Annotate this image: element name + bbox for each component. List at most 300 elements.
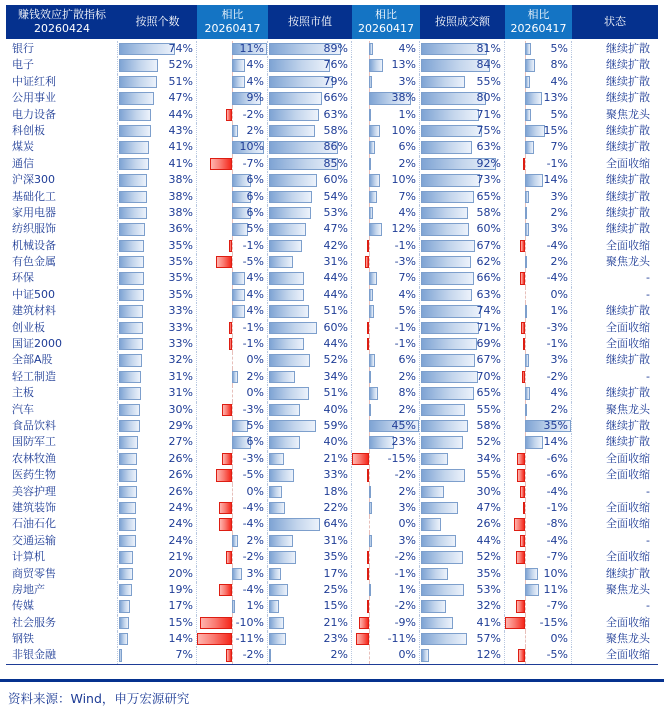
- cell-value: 34%: [323, 369, 348, 383]
- row-label: 科创板: [6, 123, 118, 139]
- status-cell: 聚焦龙头: [606, 107, 650, 121]
- cell-value: 10%: [391, 123, 416, 137]
- percent-cell: [118, 533, 197, 549]
- header-title: [6, 5, 118, 39]
- row-label: 煤炭: [6, 139, 118, 155]
- cell-value: 13%: [391, 58, 416, 72]
- cell-value: -1%: [546, 156, 568, 170]
- cell-value: -7%: [242, 156, 264, 170]
- percent-cell: [268, 123, 352, 139]
- cell-value: 38%: [168, 205, 193, 219]
- cell-value: 4%: [246, 271, 264, 285]
- percent-cell: [268, 451, 352, 467]
- table-row: [6, 90, 658, 106]
- cell-value: -2%: [242, 550, 264, 564]
- row-label: 非银金融: [6, 647, 118, 663]
- cell-value: -4%: [546, 238, 568, 252]
- cell-value: 2%: [398, 484, 416, 498]
- cell-value: 41%: [168, 156, 193, 170]
- status-cell: 全面收缩: [606, 337, 650, 351]
- cell-value: 58%: [476, 418, 501, 432]
- change-cell: [197, 90, 268, 106]
- change-cell: [505, 189, 572, 205]
- change-cell: [352, 369, 420, 385]
- cell-value: 26%: [168, 451, 193, 465]
- cell-value: 65%: [476, 189, 501, 203]
- percent-cell: [118, 500, 197, 516]
- row-label: 美容护理: [6, 484, 118, 500]
- change-cell: [197, 156, 268, 172]
- change-cell: [505, 615, 572, 631]
- cell-value: 6%: [398, 140, 416, 154]
- cell-value: 60%: [476, 222, 501, 236]
- change-cell: [352, 172, 420, 188]
- change-cell: [197, 320, 268, 336]
- cell-value: 55%: [476, 402, 501, 416]
- cell-value: 1%: [550, 304, 568, 318]
- change-cell: [505, 57, 572, 73]
- cell-value: 52%: [323, 353, 348, 367]
- cell-value: 26%: [168, 484, 193, 498]
- table-row: [6, 631, 658, 647]
- change-cell: [505, 74, 572, 90]
- row-label: 沪深300: [6, 172, 118, 188]
- cell-value: 63%: [323, 107, 348, 121]
- percent-cell: [118, 57, 197, 73]
- change-cell: [197, 598, 268, 614]
- change-cell: [197, 352, 268, 368]
- status-cell: 继续扩散: [606, 74, 650, 88]
- change-cell: [197, 418, 268, 434]
- change-cell: [352, 320, 420, 336]
- divider-line: [0, 679, 664, 682]
- change-cell: [352, 90, 420, 106]
- cell-value: 32%: [476, 599, 501, 613]
- row-label: 国防军工: [6, 434, 118, 450]
- cell-value: 3%: [398, 500, 416, 514]
- change-cell: [505, 205, 572, 221]
- change-cell: [505, 402, 572, 418]
- cell-value: 70%: [476, 369, 501, 383]
- cell-value: 2%: [398, 402, 416, 416]
- cell-value: 2%: [398, 369, 416, 383]
- cell-value: -7%: [546, 599, 568, 613]
- cell-value: 21%: [168, 550, 193, 564]
- percent-cell: [118, 516, 197, 532]
- percent-cell: [268, 205, 352, 221]
- status-cell: 全面收缩: [606, 615, 650, 629]
- percent-cell: [268, 320, 352, 336]
- percent-cell: [118, 615, 197, 631]
- status-cell: 全面收缩: [606, 320, 650, 334]
- change-cell: [352, 549, 420, 565]
- row-label: 食品饮料: [6, 418, 118, 434]
- change-cell: [505, 238, 572, 254]
- cell-value: 5%: [550, 42, 568, 55]
- cell-value: 86%: [323, 140, 348, 154]
- cell-value: -2%: [394, 550, 416, 564]
- change-cell: [352, 74, 420, 90]
- cell-value: 64%: [323, 517, 348, 531]
- change-cell: [505, 336, 572, 352]
- cell-value: 69%: [476, 337, 501, 351]
- status-cell: 全面收缩: [606, 156, 650, 170]
- change-cell: [352, 451, 420, 467]
- change-cell: [352, 418, 420, 434]
- table-row: [6, 74, 658, 90]
- cell-value: 0%: [398, 517, 416, 531]
- table-row: [6, 549, 658, 565]
- row-label: 石油石化: [6, 516, 118, 532]
- cell-value: -5%: [546, 648, 568, 662]
- row-label: 基础化工: [6, 189, 118, 205]
- cell-value: 89%: [323, 42, 348, 55]
- table-row: [6, 107, 658, 123]
- percent-cell: [420, 647, 505, 663]
- percent-cell: [268, 287, 352, 303]
- cell-value: 58%: [476, 205, 501, 219]
- change-cell: [505, 156, 572, 172]
- cell-value: 35%: [168, 255, 193, 269]
- percent-cell: [118, 205, 197, 221]
- cell-value: 53%: [323, 205, 348, 219]
- cell-value: -1%: [394, 320, 416, 334]
- change-cell: [197, 533, 268, 549]
- percent-cell: [420, 615, 505, 631]
- percent-cell: [118, 254, 197, 270]
- percent-cell: [420, 582, 505, 598]
- cell-value: 30%: [168, 402, 193, 416]
- row-label: 钢铁: [6, 631, 118, 647]
- table-row: [6, 533, 658, 549]
- row-label: 通信: [6, 156, 118, 172]
- change-cell: [197, 123, 268, 139]
- percent-cell: [118, 303, 197, 319]
- cell-value: 2%: [246, 533, 264, 547]
- cell-value: 42%: [323, 238, 348, 252]
- percent-cell: [118, 484, 197, 500]
- change-cell: [197, 385, 268, 401]
- cell-value: 14%: [543, 435, 568, 449]
- change-cell: [505, 631, 572, 647]
- status-cell: 全面收缩: [606, 550, 650, 564]
- percent-cell: [420, 41, 505, 57]
- cell-value: 71%: [476, 320, 501, 334]
- change-cell: [505, 320, 572, 336]
- cell-value: 1%: [398, 582, 416, 596]
- change-cell: [505, 107, 572, 123]
- cell-value: 1%: [246, 599, 264, 613]
- change-cell: [197, 238, 268, 254]
- change-cell: [352, 270, 420, 286]
- cell-value: 73%: [476, 173, 501, 187]
- cell-value: 47%: [476, 500, 501, 514]
- cell-value: 33%: [168, 320, 193, 334]
- cell-value: 6%: [246, 173, 264, 187]
- row-label: 农林牧渔: [6, 451, 118, 467]
- percent-cell: [268, 139, 352, 155]
- cell-value: 31%: [168, 369, 193, 383]
- status-cell: 继续扩散: [606, 140, 650, 154]
- percent-cell: [118, 156, 197, 172]
- header-col-compare-count: 相比 20260417: [197, 5, 268, 39]
- cell-value: 44%: [323, 271, 348, 285]
- cell-value: 2%: [550, 205, 568, 219]
- cell-value: 6%: [246, 205, 264, 219]
- percent-cell: [118, 107, 197, 123]
- status-cell: 继续扩散: [606, 386, 650, 400]
- cell-value: 33%: [168, 337, 193, 351]
- cell-value: 40%: [323, 435, 348, 449]
- cell-value: 38%: [391, 91, 416, 105]
- change-cell: [505, 533, 572, 549]
- change-cell: [197, 369, 268, 385]
- percent-cell: [118, 287, 197, 303]
- percent-cell: [268, 336, 352, 352]
- row-label: 交通运输: [6, 533, 118, 549]
- change-cell: [505, 500, 572, 516]
- cell-value: 51%: [323, 386, 348, 400]
- row-label: 房地产: [6, 582, 118, 598]
- change-cell: [505, 484, 572, 500]
- cell-value: -1%: [546, 500, 568, 514]
- row-label: 有色金属: [6, 254, 118, 270]
- cell-value: 4%: [398, 42, 416, 55]
- row-label: 创业板: [6, 320, 118, 336]
- cell-value: 22%: [323, 500, 348, 514]
- cell-value: -2%: [394, 599, 416, 613]
- status-cell: 继续扩散: [606, 189, 650, 203]
- cell-value: 43%: [168, 123, 193, 137]
- change-cell: [352, 484, 420, 500]
- cell-value: 35%: [543, 418, 568, 432]
- cell-value: 14%: [168, 632, 193, 646]
- percent-cell: [420, 74, 505, 90]
- cell-value: 6%: [398, 353, 416, 367]
- percent-cell: [268, 254, 352, 270]
- cell-value: 52%: [476, 550, 501, 564]
- change-cell: [197, 451, 268, 467]
- cell-value: 3%: [398, 533, 416, 547]
- cell-value: 21%: [323, 451, 348, 465]
- row-label: 计算机: [6, 549, 118, 565]
- cell-value: 79%: [323, 74, 348, 88]
- cell-value: 10%: [543, 566, 568, 580]
- change-cell: [352, 516, 420, 532]
- cell-value: 38%: [168, 189, 193, 203]
- percent-cell: [268, 434, 352, 450]
- percent-cell: [118, 74, 197, 90]
- cell-value: 1%: [398, 107, 416, 121]
- percent-cell: [268, 615, 352, 631]
- cell-value: 0%: [246, 484, 264, 498]
- change-cell: [197, 57, 268, 73]
- cell-value: 4%: [550, 74, 568, 88]
- row-label: 国证2000: [6, 336, 118, 352]
- cell-value: -5%: [242, 255, 264, 269]
- change-cell: [352, 139, 420, 155]
- cell-value: 11%: [543, 582, 568, 596]
- table-row: [6, 189, 658, 205]
- cell-value: 63%: [476, 287, 501, 301]
- change-cell: [197, 402, 268, 418]
- cell-value: 84%: [476, 58, 501, 72]
- change-cell: [352, 238, 420, 254]
- change-cell: [197, 631, 268, 647]
- header-col-count: 按照个数: [135, 15, 180, 29]
- change-cell: [352, 566, 420, 582]
- percent-cell: [118, 647, 197, 663]
- change-cell: [505, 434, 572, 450]
- percent-cell: [118, 270, 197, 286]
- status-cell: 继续扩散: [606, 222, 650, 236]
- status-cell: 全面收缩: [606, 238, 650, 252]
- cell-value: -1%: [242, 320, 264, 334]
- percent-cell: [420, 287, 505, 303]
- status-cell: 聚焦龙头: [606, 402, 650, 416]
- cell-value: 67%: [476, 238, 501, 252]
- change-cell: [352, 189, 420, 205]
- cell-value: 26%: [476, 517, 501, 531]
- row-label: 商贸零售: [6, 566, 118, 582]
- diffusion-indicator-figure: [0, 5, 664, 714]
- cell-value: 3%: [550, 222, 568, 236]
- percent-cell: [420, 320, 505, 336]
- cell-value: 55%: [476, 74, 501, 88]
- status-cell: -: [646, 287, 650, 301]
- change-cell: [197, 516, 268, 532]
- percent-cell: [268, 221, 352, 237]
- change-cell: [197, 189, 268, 205]
- header-col-turnover: 按照成交额: [435, 15, 490, 29]
- percent-cell: [118, 189, 197, 205]
- change-cell: [197, 484, 268, 500]
- change-cell: [505, 270, 572, 286]
- cell-value: -6%: [546, 468, 568, 482]
- change-cell: [197, 287, 268, 303]
- change-cell: [352, 647, 420, 663]
- percent-cell: [118, 402, 197, 418]
- cell-value: 92%: [476, 156, 501, 170]
- change-cell: [505, 516, 572, 532]
- row-label: 轻工制造: [6, 369, 118, 385]
- cell-value: 24%: [168, 500, 193, 514]
- status-cell: 聚焦龙头: [606, 255, 650, 269]
- percent-cell: [420, 598, 505, 614]
- change-cell: [505, 385, 572, 401]
- status-cell: -: [646, 484, 650, 498]
- cell-value: -1%: [242, 337, 264, 351]
- cell-value: -3%: [242, 451, 264, 465]
- change-cell: [505, 369, 572, 385]
- percent-cell: [268, 647, 352, 663]
- table-row: [6, 139, 658, 155]
- row-label: 电力设备: [6, 107, 118, 123]
- cell-value: 20%: [168, 566, 193, 580]
- percent-cell: [420, 451, 505, 467]
- cell-value: -2%: [394, 468, 416, 482]
- percent-cell: [118, 418, 197, 434]
- percent-cell: [420, 90, 505, 106]
- cell-value: 66%: [476, 271, 501, 285]
- status-cell: 聚焦龙头: [606, 582, 650, 596]
- cell-value: 4%: [246, 58, 264, 72]
- percent-cell: [268, 467, 352, 483]
- cell-value: 7%: [175, 648, 193, 662]
- cell-value: -1%: [546, 337, 568, 351]
- cell-value: 52%: [476, 435, 501, 449]
- cell-value: 63%: [476, 140, 501, 154]
- diffusion-table: [6, 5, 658, 665]
- cell-value: 11%: [239, 42, 264, 55]
- cell-value: -2%: [242, 107, 264, 121]
- cell-value: 4%: [398, 205, 416, 219]
- table-row: [6, 647, 658, 663]
- percent-cell: [118, 238, 197, 254]
- table-row: [6, 566, 658, 582]
- change-cell: [352, 582, 420, 598]
- cell-value: 55%: [476, 468, 501, 482]
- cell-value: 36%: [168, 222, 193, 236]
- cell-value: 4%: [398, 287, 416, 301]
- cell-value: 33%: [323, 468, 348, 482]
- percent-cell: [268, 582, 352, 598]
- change-cell: [505, 451, 572, 467]
- row-label: 社会服务: [6, 615, 118, 631]
- status-cell: 聚焦龙头: [606, 632, 650, 646]
- cell-value: 32%: [168, 353, 193, 367]
- row-label: 传媒: [6, 598, 118, 614]
- percent-cell: [268, 156, 352, 172]
- cell-value: 60%: [323, 320, 348, 334]
- cell-value: 3%: [550, 353, 568, 367]
- status-cell: 全面收缩: [606, 451, 650, 465]
- change-cell: [352, 205, 420, 221]
- cell-value: 4%: [246, 74, 264, 88]
- percent-cell: [268, 90, 352, 106]
- cell-value: 26%: [168, 468, 193, 482]
- cell-value: 8%: [398, 386, 416, 400]
- change-cell: [197, 172, 268, 188]
- table-header: [6, 5, 658, 39]
- change-cell: [197, 566, 268, 582]
- percent-cell: [420, 484, 505, 500]
- status-cell: 全面收缩: [606, 468, 650, 482]
- cell-value: 2%: [246, 123, 264, 137]
- cell-value: 62%: [476, 255, 501, 269]
- cell-value: 3%: [246, 566, 264, 580]
- status-cell: 继续扩散: [606, 353, 650, 367]
- cell-value: 12%: [476, 648, 501, 662]
- table-row: [6, 369, 658, 385]
- table-row: [6, 451, 658, 467]
- cell-value: 14%: [543, 173, 568, 187]
- change-cell: [505, 172, 572, 188]
- cell-value: 44%: [476, 533, 501, 547]
- header-col-compare-turnover: 相比 20260417: [505, 5, 572, 39]
- cell-value: 51%: [168, 74, 193, 88]
- table-row: [6, 467, 658, 483]
- percent-cell: [118, 467, 197, 483]
- change-cell: [352, 598, 420, 614]
- percent-cell: [420, 303, 505, 319]
- table-row: [6, 402, 658, 418]
- percent-cell: [268, 41, 352, 57]
- row-label: 医药生物: [6, 467, 118, 483]
- table-row: [6, 221, 658, 237]
- cell-value: 57%: [476, 632, 501, 646]
- table-row: [6, 615, 658, 631]
